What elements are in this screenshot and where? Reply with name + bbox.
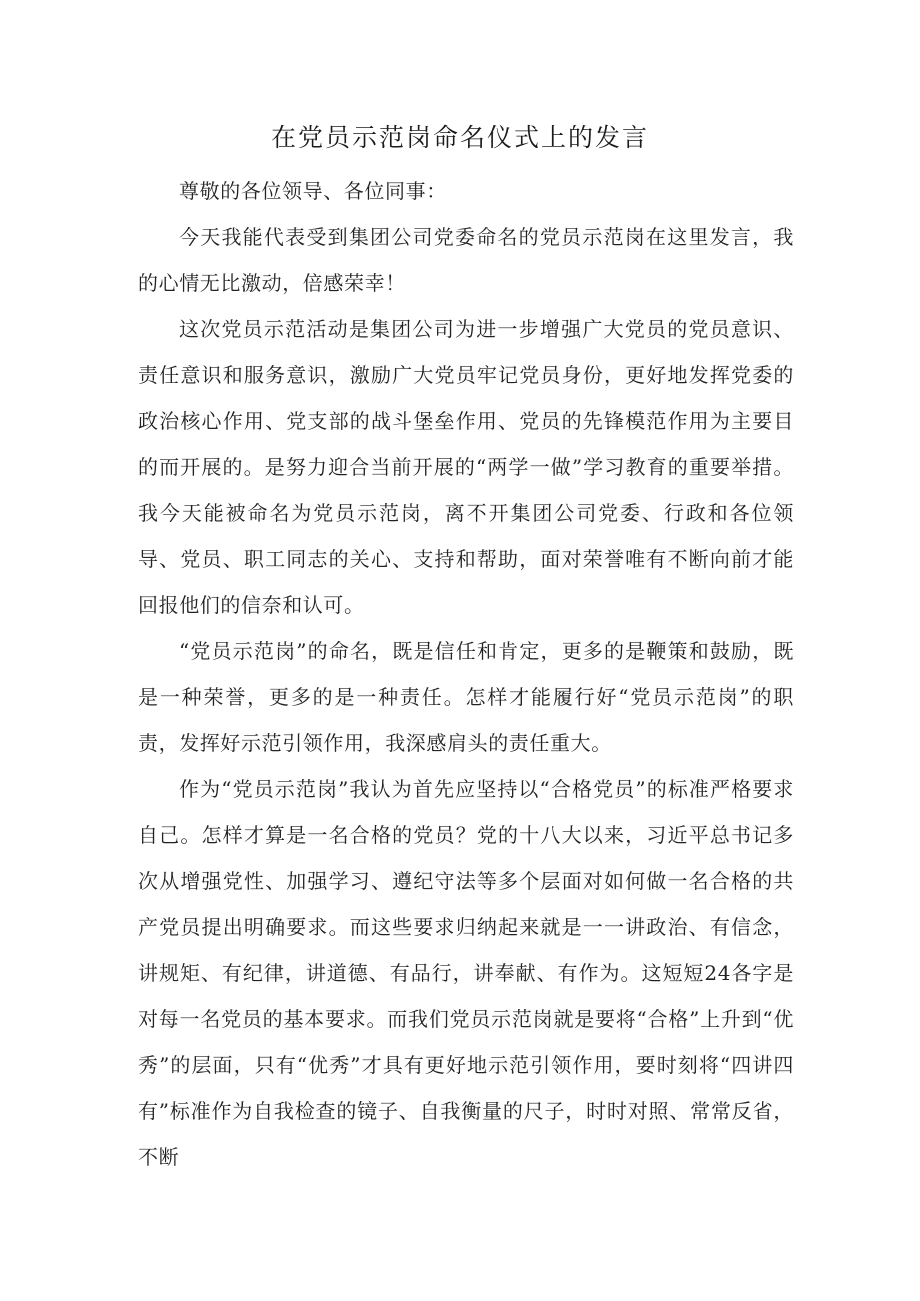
paragraph-4: 作为“党员示范岗”我认为首先应坚持以“合格党员”的标准严格要求自己。怎样才算是一名合格的党员？党的十八大以来，习近平总书记多次从增强党性、加强学习、遵纪守法等多个层面对如何做一名合格的共产党员提出明确要求。而这些要求归纳起来就是一一讲政治、有信念，讲规矩、有纪律，讲道德、有品行，讲奉献、有作为。这短短24各字是对每一名党员的基本要求。而我们党员示范岗就是要将“合格”上升到“优秀”的层面，只有“优秀”才具有更好地示范引领作用，要时刻将“四讲四有”标准作为自我检查的镜子、自我衡量的尺子，时时对照、常常反省，不断	[138, 777, 794, 1169]
paragraph-1: 今天我能代表受到集团公司党委命名的党员示范岗在这里发言，我的心情无比激动，倍感荣幸！	[138, 225, 794, 295]
paragraph-3: “党员示范岗”的命名，既是信任和肯定，更多的是鞭策和鼓励，既是一种荣誉，更多的是一种责任。怎样才能履行好“党员示范岗”的职责，发挥好示范引领作用，我深感肩头的责任重大。	[138, 639, 794, 755]
paragraph-2: 这次党员示范活动是集团公司为进一步增强广大党员的党员意识、责任意识和服务意识，激励广大党员牢记党员身份，更好地发挥党委的政治核心作用、党支部的战斗堡垒作用、党员的先锋模范作用为主要目的而开展的。是努力迎合当前开展的“两学一做”学习教育的重要举措。我今天能被命名为党员示范岗，离不开集团公司党委、行政和各位领导、党员、职工同志的关心、支持和帮助，面对荣誉唯有不断向前才能回报他们的信奈和认可。	[138, 317, 794, 617]
salutation: 尊敬的各位领导、各位同事：	[179, 179, 447, 203]
document-title: 在党员示范岗命名仪式上的发言	[270, 123, 649, 152]
document-body	[138, 168, 794, 1180]
